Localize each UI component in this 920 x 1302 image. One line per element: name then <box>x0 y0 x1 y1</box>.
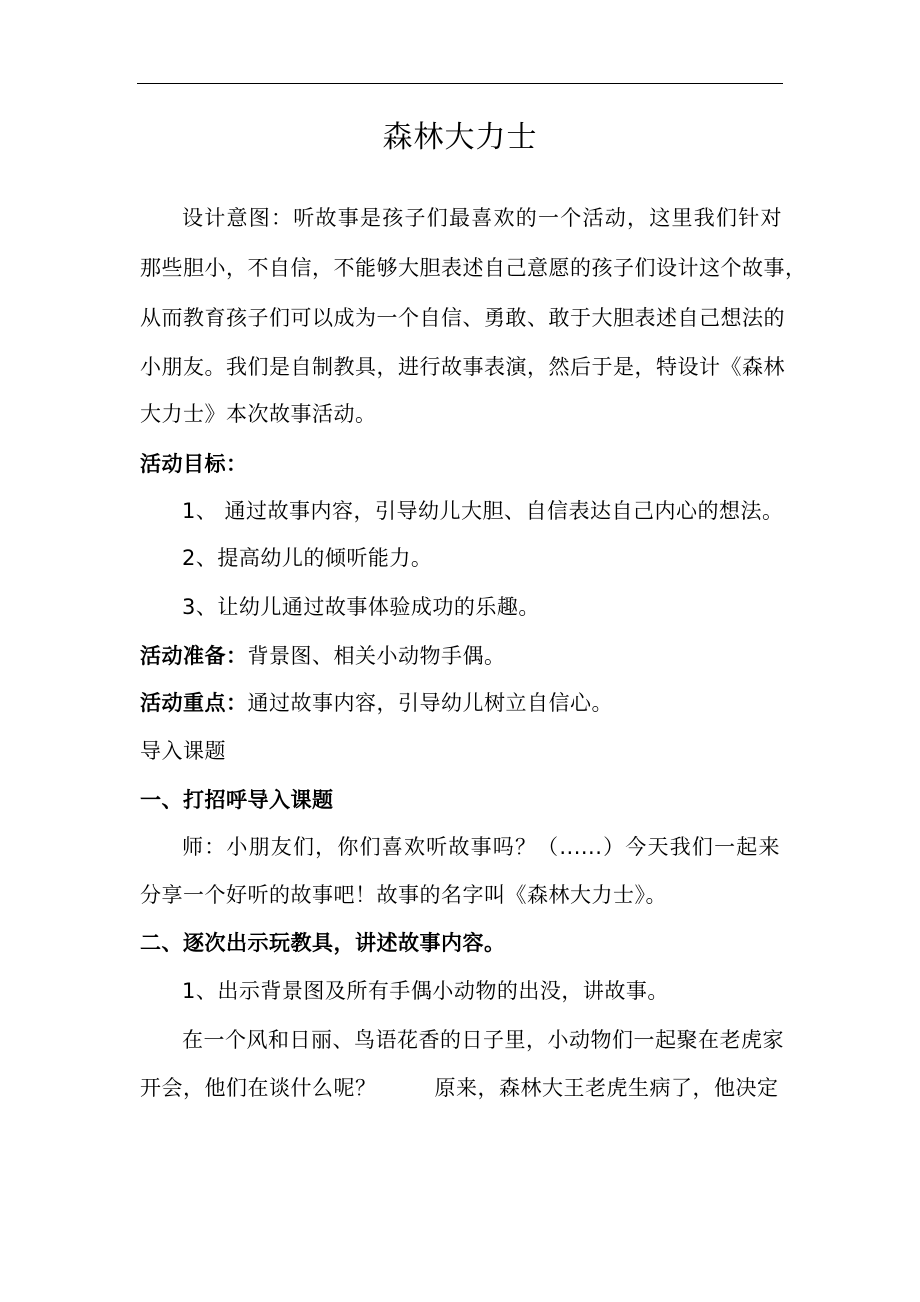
intent-line-2: 那些胆小，不自信，不能够大胆表述自己意愿的孩子们设计这个故事， <box>140 256 807 280</box>
section1-line-2: 分享一个好听的故事吧！故事的名字叫《森林大力士》。 <box>140 883 667 907</box>
intent-line-5: 大力士》本次故事活动。 <box>140 402 377 426</box>
goal-item-2: 2、提高幼儿的倾听能力。 <box>182 546 433 570</box>
intent-line-3: 从而教育孩子们可以成为一个自信、勇敢、敢于大胆表述自己想法的 <box>140 306 785 330</box>
story-line-2b: 原来，森林大王老虎生病了，他决定 <box>434 1076 779 1100</box>
focus-text: 通过故事内容，引导幼儿树立自信心。 <box>247 691 613 715</box>
goal-item-3: 3、让幼儿通过故事体验成功的乐趣。 <box>182 595 540 619</box>
section2-step1: 1、出示背景图及所有手偶小动物的出没，讲故事。 <box>182 979 669 1003</box>
goal-item-1: 1、 通过故事内容，引导幼儿大胆、自信表达自己内心的想法。 <box>182 499 784 523</box>
focus-label: 活动重点： <box>140 691 248 715</box>
preparation-line <box>140 641 506 671</box>
intent-line-4: 小朋友。我们是自制教具，进行故事表演，然后于是，特设计《森林 <box>140 355 785 379</box>
preparation-label: 活动准备： <box>140 644 248 668</box>
preparation-text: 背景图、相关小动物手偶。 <box>247 644 506 668</box>
header-rule <box>137 83 783 84</box>
intent-line-1: 设计意图：听故事是孩子们最喜欢的一个活动，这里我们针对 <box>182 206 782 230</box>
page-title: 森林大力士 <box>382 120 538 155</box>
section2-heading: 二、逐次出示玩教具，讲述故事内容。 <box>140 931 506 955</box>
section1-line-1: 师：小朋友们，你们喜欢听故事吗？（......）今天我们一起来 <box>182 835 780 859</box>
story-line-2a: 开会，他们在谈什么呢？ <box>140 1076 377 1100</box>
story-line-2 <box>140 1073 779 1103</box>
focus-line <box>140 688 613 718</box>
goals-heading: 活动目标： <box>140 452 248 476</box>
story-line-1: 在一个风和日丽、鸟语花香的日子里，小动物们一起聚在老虎家 <box>182 1028 784 1052</box>
section1-heading: 一、打招呼导入课题 <box>140 788 334 812</box>
intro-label: 导入课题 <box>140 739 226 763</box>
